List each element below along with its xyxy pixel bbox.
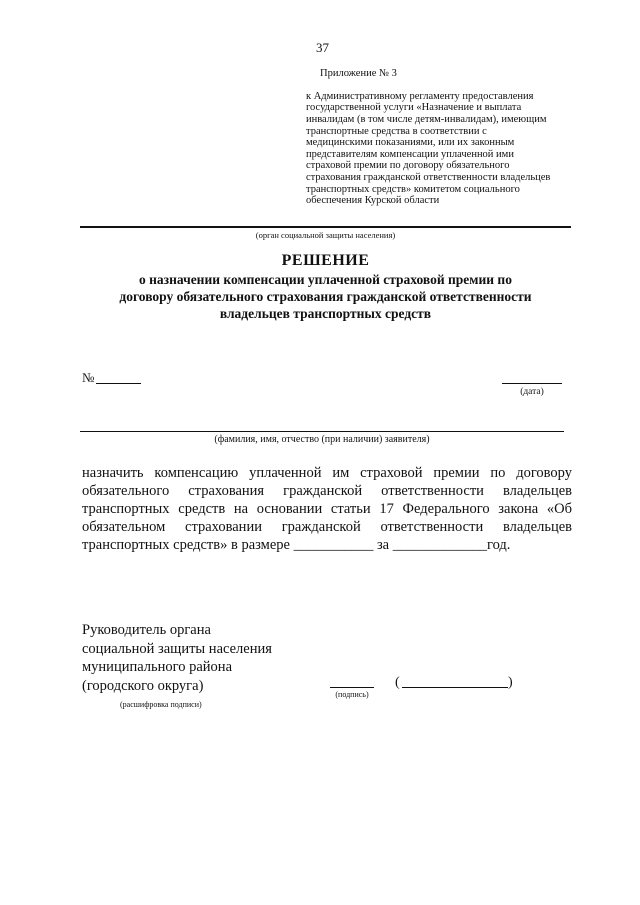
signature-line [330, 687, 374, 688]
page-number: 37 [316, 40, 329, 55]
body-line: транспортных средств на основании статьи 17 Федерального закона «Об [82, 501, 572, 517]
decision-body [82, 464, 572, 554]
decode-line [402, 687, 508, 688]
decode-bracket-open: ( [395, 675, 400, 690]
applicant-name-line [80, 431, 564, 432]
decode-bracket-close: ) [508, 675, 513, 690]
organ-underline [80, 226, 571, 228]
organ-caption: (орган социальной защиты населения) [255, 230, 396, 240]
body-line: назначить компенсацию уплаченной им страховой премии по договору [82, 465, 572, 481]
body-line: обязательном страховании гражданской ответственности владельцев [82, 519, 572, 535]
body-line: обязательного страхования гражданской ответственности владельцев [82, 483, 572, 499]
appendix-note [306, 56, 581, 207]
date-blank-line [502, 383, 562, 384]
document-title: РЕШЕНИЕ [281, 252, 370, 269]
number-blank-line [96, 383, 141, 384]
signatory-title: Руководитель органа социальной защиты населения муниципального района (городского округа) [82, 622, 272, 694]
date-caption: (дата) [520, 387, 544, 397]
applicant-caption: (фамилия, имя, отчество (при наличии) заявителя) [214, 434, 430, 445]
decode-caption: (расшифровка подписи) [120, 700, 202, 709]
number-label: № [82, 370, 95, 385]
body-line: транспортных средств» в размере ___________ за _____________год. [82, 537, 511, 553]
appendix-text: к Административному регламенту предоставления государственной услуги «Назначение и выплата инвалидам (в том числе детям-инвалидам), имеющим транспортные средства в соответствии с медицинскими показаниями, или их законным представителям компенсации уплаченной ими страховой премии по договору обязательного страхования гражданской ответственности владельцев транспортных средств» комитетом социального обеспечения Курской области [306, 90, 551, 207]
appendix-heading: Приложение № 3 [320, 67, 397, 79]
document-subtitle: о назначении компенсации уплаченной страховой премии по договору обязательного страхования гражданской ответственности владельцев транспортных средств [119, 272, 532, 321]
signature-caption: (подпись) [335, 690, 369, 699]
